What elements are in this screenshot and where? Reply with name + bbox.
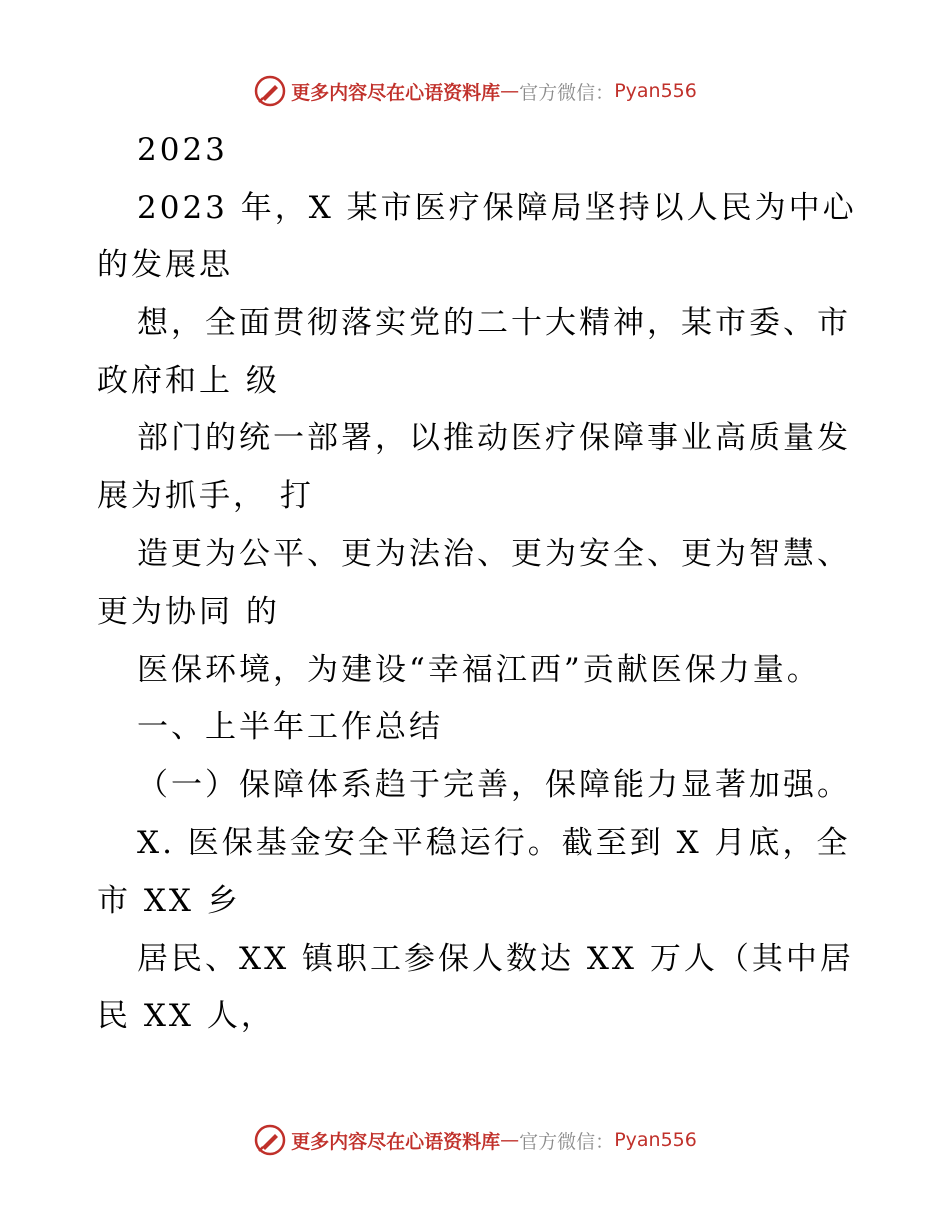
section-heading: 一、上半年工作总结: [137, 709, 443, 745]
doc-line: 造更为公平、更为法治、更为安全、更为智慧、: [137, 536, 851, 572]
doc-line: 2023 年，X 某市医疗保障局坚持以人民为中心: [137, 190, 857, 226]
pen-logo-icon: [253, 74, 287, 108]
doc-line: 想，全面贯彻落实党的二十大精神，某市委、市: [137, 305, 851, 341]
watermark-header: [0, 71, 950, 111]
watermark-account: Pyan556: [614, 1129, 697, 1151]
doc-line: 政府和上 级: [97, 363, 280, 399]
doc-line: X. 医保基金安全平稳运行。截至到 X 月底，全: [137, 825, 851, 861]
doc-line: 更为协同 的: [97, 594, 280, 630]
watermark-suffix: 官方微信：: [519, 1130, 615, 1153]
doc-line: 展为抓手， 打: [97, 478, 314, 514]
doc-line: 的发展思: [97, 247, 233, 283]
doc-line: 民 XX 人，: [97, 998, 275, 1034]
watermark-main-text: 更多内容尽在心语资料库: [291, 1130, 501, 1153]
watermark-main-text: 更多内容尽在心语资料库: [291, 81, 501, 104]
doc-line: 居民、XX 镇职工参保人数达 XX 万人（其中居: [137, 941, 854, 977]
watermark-suffix: 官方微信：: [519, 81, 615, 104]
watermark-footer: [0, 1120, 950, 1160]
doc-line: 部门的统一部署，以推动医疗保障事业高质量发: [137, 420, 851, 456]
pen-logo-icon: [253, 1123, 287, 1157]
watermark-separator: —: [500, 80, 520, 102]
doc-line: 市 XX 乡: [97, 883, 241, 919]
watermark-account: Pyan556: [614, 80, 697, 102]
doc-line: 医保环境，为建设“幸福江西”贡献医保力量。: [137, 652, 821, 688]
doc-line: 2023: [137, 132, 228, 168]
watermark-separator: —: [500, 1129, 520, 1151]
subsection-heading: （一）保障体系趋于完善，保障能力显著加强。: [137, 767, 851, 803]
